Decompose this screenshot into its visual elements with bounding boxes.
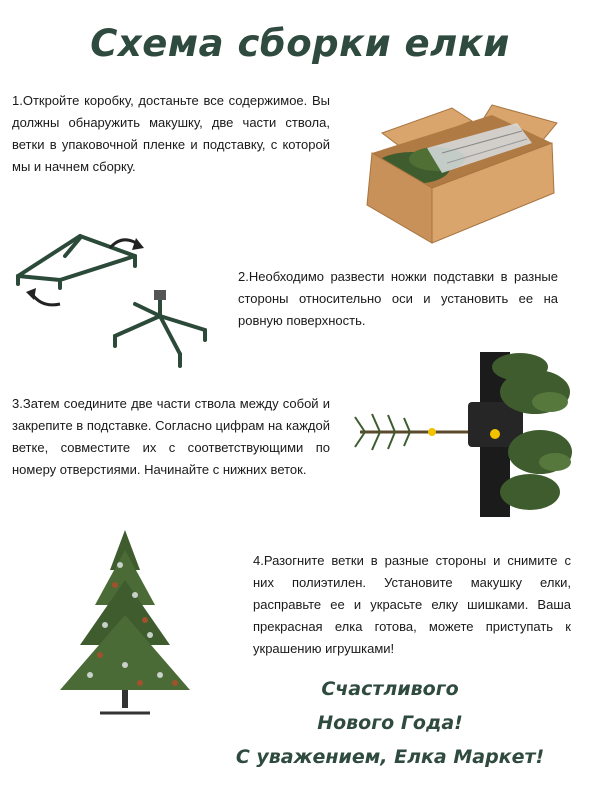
step-1-text: 1.Откройте коробку, достаньте все содержимое. Вы должны обнаружить макушку, две части ствола, ветки в упаковочной пленке и подставку, с которой мы и начнем сборку. — [12, 93, 330, 174]
step-4-text: 4.Разогните ветки в разные стороны и снимите с них полиэтилен. Установите макушку елки, расправьте ее и украсьте елку шишками. Ваша прекрасная елка готова, можете приступать к украшению игрушками! — [253, 553, 571, 656]
page-title: Схема сборки елки — [90, 22, 510, 65]
greeting-line-3: С уважением, Елка Маркет! — [235, 746, 545, 768]
greeting-line-2: Нового Года! — [317, 712, 463, 734]
open-box-illustration-icon — [342, 93, 570, 248]
tree-stand-illustration-icon — [10, 226, 210, 376]
step-3-text: 3.Затем соедините две части ствола между собой и закрепите в подставке. Согласно цифрам на каждой ветке, совместите их с соответствующими по номеру отверстиями. Начинайте с нижних веток. — [12, 396, 330, 477]
trunk-branches-illustration-icon — [350, 352, 572, 517]
step-2-text: 2.Необходимо развести ножки подставки в разные стороны относительно оси и установить ее на ровную поверхность. — [238, 269, 558, 328]
christmas-tree-illustration-icon — [40, 525, 210, 720]
greeting-line-1: Счастливого — [321, 678, 459, 700]
